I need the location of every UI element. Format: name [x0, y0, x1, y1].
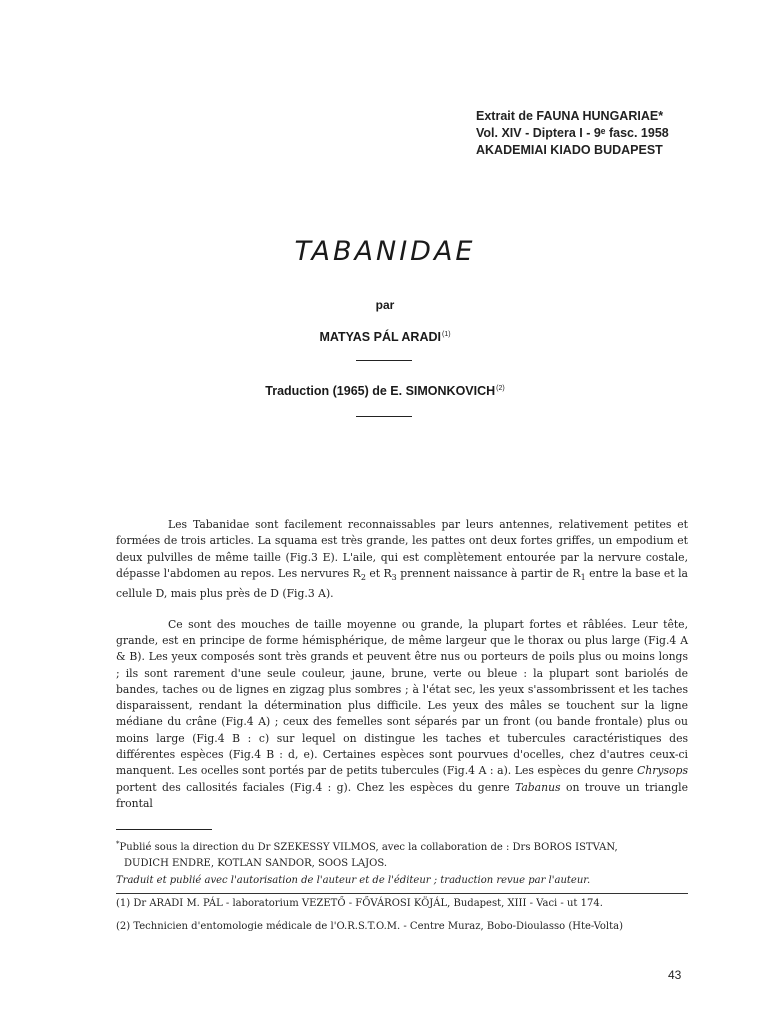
genus-name: Tabanus — [514, 780, 561, 794]
article-title: TABANIDAE — [294, 236, 476, 267]
divider-rule — [356, 360, 412, 361]
text-segment: portent des callosités faciales (Fig.4 : g). Chez les espèces du genre — [116, 780, 515, 794]
translation-line — [0, 384, 770, 398]
footnote-rule — [116, 829, 212, 830]
text-segment: et R — [365, 566, 392, 580]
text-segment: on trouve un triangle frontal — [116, 780, 688, 810]
footnote-2: (2) Technicien d'entomologie médicale de l'O.R.S.T.O.M. - Centre Muraz, Bobo-Dioulasso (Hte-Volta) — [116, 921, 623, 932]
footnote-star-mark: * — [116, 840, 120, 848]
page-number: 43 — [668, 968, 682, 982]
subscript: 2 — [360, 573, 366, 583]
translator-footnote-mark: (2) — [496, 385, 505, 392]
by-label: par — [375, 298, 395, 312]
publication-header — [476, 108, 669, 159]
text-segment: Les Tabanidae sont facilement reconnaissables par leurs antennes, relativement petites et formées de trois articles. La squama est très grande, les pattes ont deux fortes griffes, un empodium et deux pulvilles de même taille (Fig.3 E). L'aile, qui est complètement entourée par la nervure costale, dépasse l'abdomen au repos. Les nervures R — [116, 518, 688, 580]
subscript: 3 — [391, 573, 397, 583]
author-name: MATYAS PÁL ARADI — [319, 330, 441, 344]
author-footnote-mark: (1) — [441, 331, 451, 338]
translation-text: Traduction (1965) de E. SIMONKOVICH — [265, 384, 496, 398]
header-volume: Vol. XIV - Diptera I - 9ᵉ fasc. 1958 — [476, 126, 669, 140]
translation-note: Traduit et publié avec l'autorisation de l'auteur et de l'éditeur ; traduction revue par l'auteur. — [116, 875, 591, 886]
subscript: 1 — [580, 573, 586, 583]
header-publisher: AKADEMIAI KIADO BUDAPEST — [476, 143, 663, 157]
author-line — [0, 330, 770, 344]
header-extrait: Extrait de FAUNA HUNGARIAE* — [476, 109, 664, 123]
article-body — [116, 517, 688, 826]
text-segment: entre la base et la cellule D, mais plus près de D (Fig.3 A). — [116, 566, 688, 601]
footnote-1: (1) Dr ARADI M. PÁL - laboratorium VEZETŐ - FŐVÁROSI KÖJÁL, Budapest, XIII - Vaci - ut 174. — [116, 898, 603, 909]
divider-rule — [356, 416, 412, 417]
footnote-text: DUDICH ENDRE, KOTLAN SANDOR, SOOS LAJOS. — [124, 858, 388, 869]
paragraph-2 — [116, 617, 688, 813]
genus-name: Chrysops — [637, 764, 688, 778]
paragraph-1 — [116, 517, 688, 603]
footnote-star — [116, 836, 688, 872]
text-segment: prennent naissance à partir de R — [396, 566, 581, 580]
text-segment: Ce sont des mouches de taille moyenne ou grande, la plupart fortes et râblées. Leur tête, grande, est en principe de forme hémisphérique, de même largeur que le thorax ou plus large (Fig.4 A & B). Les yeux composés sont très grands et peuvent être nus ou porteurs de poils plus ou moins longs ; ils sont rarement d'une seule couleur, jaune, brune, verte ou bleue : la plupart sont bariolés de bandes, taches ou de lignes en zigzag plus sombres ; à l'état sec, les yeux s'assombrissent et les taches disparaissent, rendant la détermination plus difficile. Les yeux des mâles se touchent sur la ligne médiane du crâne (Fig.4 A) ; ceux des femelles sont séparés par un front (ou bande frontale) plus ou moins large (Fig.4 B : c) sur lequel on distingue les taches et tubercules caractéristiques des différentes espèces (Fig.4 B : d, e). Certaines espèces sont pourvues d'ocelles, chez d'autres ceux-ci manquent. Les ocelles sont portés par de petits tubercules (Fig.4 A : a). Les espèces du genre — [116, 617, 688, 778]
footnote-separator — [116, 893, 688, 894]
footnote-text: Publié sous la direction du Dr SZEKESSY VILMOS, avec la collaboration de : Drs BOROS ISTVAN, — [119, 842, 618, 853]
